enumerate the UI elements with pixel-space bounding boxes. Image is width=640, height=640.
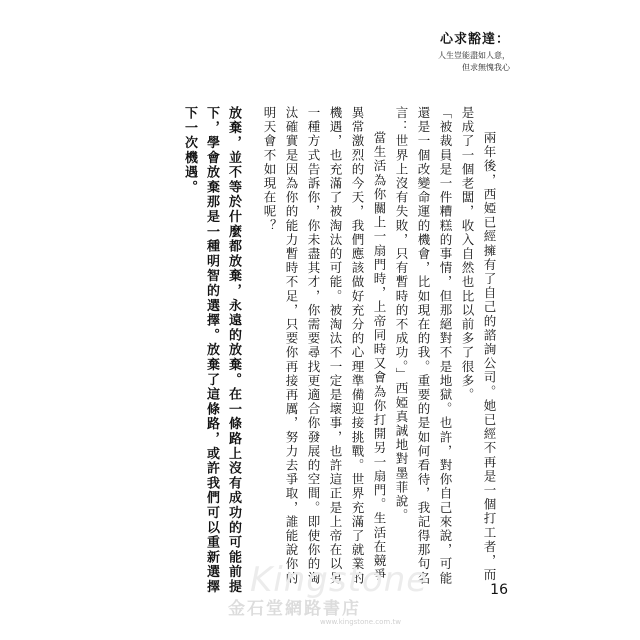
chapter-subtitle-line-2: 但求無愧我心 [462, 63, 510, 72]
paragraph-3: 當生活為你關上一扇門時，上帝同時又會為你打開另一扇門。生活在競爭異常激烈的今天，我們應該做好充分的心理準備迎接挑戰。世界充滿了就業的機遇，也充滿了被淘汰的可能。被淘汰不一定是壞事，也許這正是上帝在以另一種方式告訴你，你未盡其才，你需要尋找更適合你發展的空間。即使你的淘汰確實是因為你的能力暫時不足，只要你再接再厲，努力去爭取，誰能說你的明天會不如現在呢？ [262, 106, 387, 586]
watermark-brand-zh: 金石堂網路書店 [228, 599, 361, 619]
chapter-header [438, 28, 510, 74]
paragraph-2: 「被裁員是一件糟糕的事情，但那絕對不是地獄。也許，對你自己來說，可能還是一個改變命運的機會，比如現在的我。重要的是如何看待，我記得那句名言：世界上沒有失敗，只有暫時的不成功。」西婭真誠地對墨菲說。 [394, 106, 453, 586]
watermark-url: www.kingstone.com.tw [320, 618, 401, 626]
watermark-brand-en: Kingstone [250, 560, 429, 600]
paragraph-1: 兩年後，西婭已經擁有了自己的諮詢公司。她已經不再是一個打工者，而是成了一個老闆，收入自然也比以前多了很多。 [460, 106, 497, 583]
chapter-subtitle [438, 50, 510, 74]
chapter-title: 心求豁達： [439, 32, 510, 47]
vertical-body-text [160, 106, 500, 596]
page-number: 16 [490, 582, 508, 598]
paragraph-4-emphasis: 放棄，並不等於什麼都放棄，永遠的放棄。在一條路上沒有成功的可能前提下，學會放棄那是一種明智的選擇。放棄了這條路，或許我們可以重新選擇下一次機遇。 [182, 106, 241, 595]
chapter-subtitle-line-1: 人生豈能盡如人意， [438, 51, 510, 60]
paragraph-gap [244, 106, 258, 596]
